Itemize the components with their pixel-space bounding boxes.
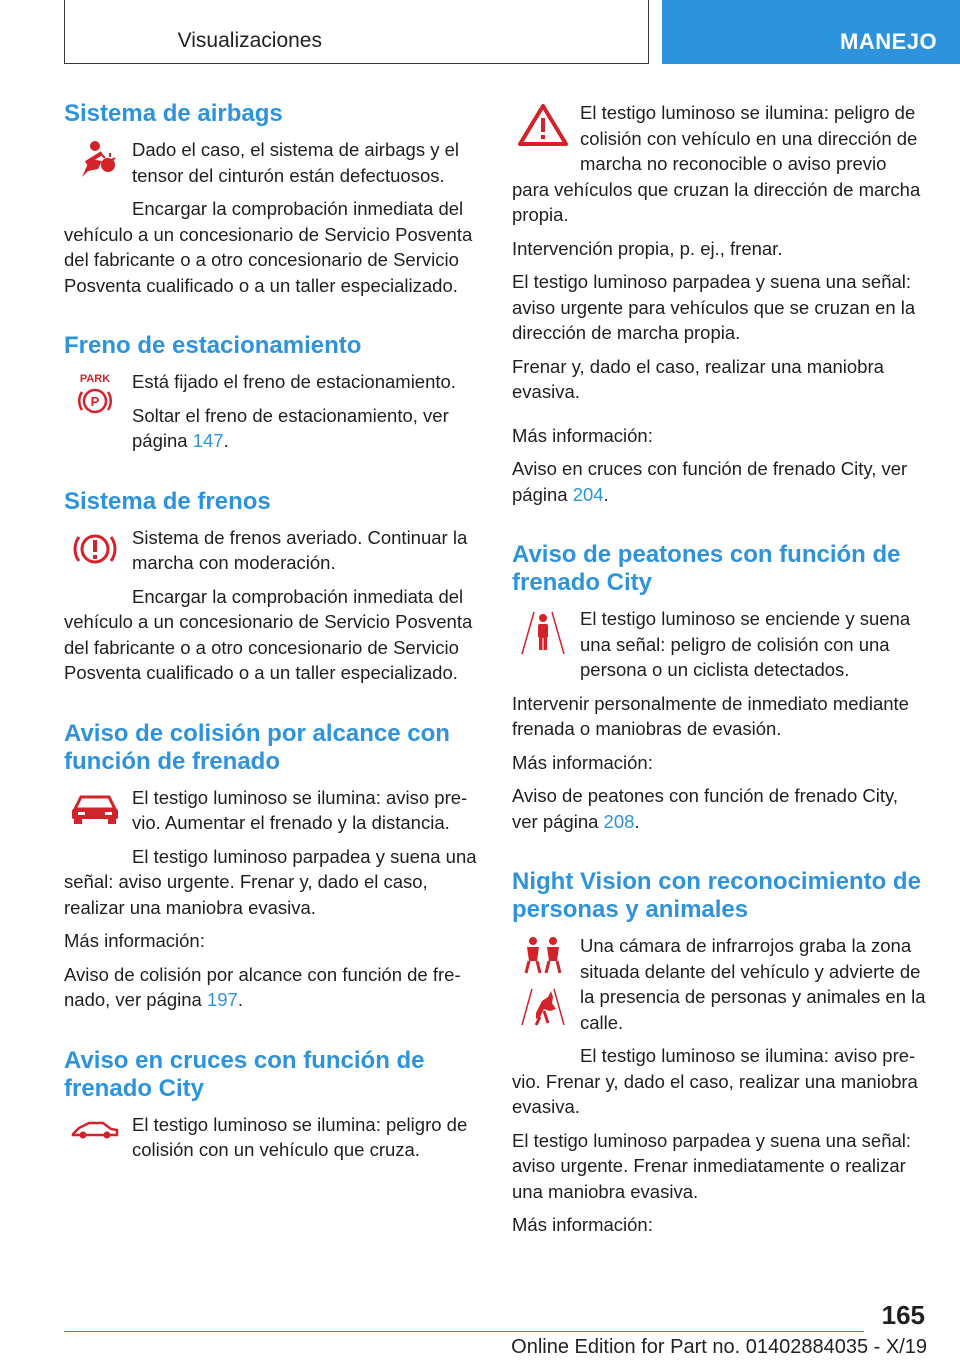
paragraph: Está fijado el freno de estacionamiento. bbox=[132, 371, 456, 392]
two-persons-icon bbox=[518, 935, 568, 975]
section-title: Sistema de frenos bbox=[64, 487, 271, 515]
footer-edition: Online Edition for Part no. 01402884035 - X/19 bbox=[511, 1336, 927, 1358]
section-crossing-warning bbox=[64, 1047, 478, 1178]
page-link[interactable]: 147 bbox=[192, 430, 224, 451]
paragraph: El testigo luminoso parpadea y suena una señal: aviso urgente para vehículos que se cruzan en la dirección de marcha propia. bbox=[512, 271, 916, 343]
paragraph: Una cámara de infrarrojos graba la zona situada delante del vehículo y advierte de la presencia de personas y animales en la calle. bbox=[580, 935, 926, 1033]
paragraph: El testigo luminoso se ilumina: aviso previo. Frenar y, dado el caso, realizar una maniobra evasiva. bbox=[512, 1045, 918, 1117]
section-title: Aviso de peatones con función de frenado City bbox=[512, 541, 901, 596]
paragraph: El testigo luminoso se ilumina: peligro de colisión con vehículo en una dirección de marcha no reconocible o aviso previo para vehículos que cruzan la dirección de marcha propia. bbox=[512, 102, 921, 225]
car-front-collision-icon bbox=[64, 787, 126, 847]
parking-brake-icon bbox=[64, 371, 126, 431]
section-crossing-warning-continued bbox=[512, 100, 926, 515]
paragraph: Dado el caso, el sistema de airbags y el tensor del cinturón están defectuosos. bbox=[132, 139, 460, 186]
paragraph: Intervenir personalmente de inmediato mediante frenada o maniobras de evasión. bbox=[512, 692, 909, 739]
section-pedestrian-warning bbox=[512, 541, 926, 842]
deer-icon bbox=[518, 987, 568, 1027]
header-frame bbox=[64, 0, 649, 64]
section-airbags bbox=[64, 100, 478, 306]
section-night-vision bbox=[512, 868, 926, 1246]
section-title: Aviso en cruces con función de frenado City bbox=[64, 1046, 425, 1102]
paragraph: Soltar el freno de estacionamiento, ver página 147. bbox=[132, 404, 449, 451]
paragraph: El testigo luminoso se ilumina: peligro de colisión con un vehículo que cruza. bbox=[132, 1113, 468, 1160]
paragraph: Más información: bbox=[512, 751, 653, 773]
paragraph: Aviso de colisión por alcance con función de frenado, ver página 197. bbox=[64, 963, 461, 1010]
page-number: 165 bbox=[881, 1300, 925, 1330]
section-brake-system bbox=[64, 488, 478, 694]
paragraph: Aviso de peatones con función de frenado City, ver página 208. bbox=[512, 785, 899, 832]
paragraph: Intervención propia, p. ej., frenar. bbox=[512, 237, 783, 259]
paragraph: Encargar la comprobación inmediata del vehículo a un concesionario de Servicio Posventa del fabricante o a otro concesionario de Servicio Posventa cualificado o a un taller especializado. bbox=[64, 198, 473, 296]
header-section-title: Visualizaciones bbox=[177, 29, 322, 52]
brake-system-icon bbox=[64, 527, 126, 587]
warning-triangle-icon bbox=[512, 102, 574, 162]
right-column bbox=[512, 100, 926, 1272]
paragraph: Sistema de frenos averiado. Continuar la marcha con moderación. bbox=[132, 526, 468, 573]
airbag-warning-icon bbox=[64, 139, 126, 199]
paragraph: El testigo luminoso se enciende y suena una señal: peligro de colisión con una persona o un ciclista detectados. bbox=[580, 608, 911, 680]
paragraph: El testigo luminoso parpadea y suena una señal: aviso urgente. Frenar inmediatamente o realizar una maniobra evasiva. bbox=[512, 1129, 912, 1202]
paragraph: Frenar y, dado el caso, realizar una maniobra evasiva. bbox=[512, 355, 884, 402]
svg-text:P: P bbox=[90, 394, 100, 409]
section-rear-collision bbox=[64, 720, 478, 1021]
page-link[interactable]: 197 bbox=[206, 989, 238, 1010]
paragraph: Más información: bbox=[512, 1214, 653, 1235]
paragraph: Aviso en cruces con función de frenado City, ver página 204. bbox=[512, 458, 908, 505]
page-link[interactable]: 204 bbox=[572, 483, 604, 505]
paragraph: Más información: bbox=[512, 424, 653, 446]
section-title: Freno de estacionamiento bbox=[64, 332, 362, 359]
pedestrian-icon bbox=[512, 608, 574, 668]
park-label: PARK bbox=[79, 373, 111, 385]
paragraph: El testigo luminoso parpadea y suena una señal: aviso urgente. Frenar y, dado el caso, realizar una maniobra evasiva. bbox=[64, 845, 477, 918]
car-side-icon bbox=[64, 1114, 126, 1174]
section-parking-brake bbox=[64, 332, 478, 462]
paragraph: Encargar la comprobación inmediata del vehículo a un concesionario de Servicio Posventa del fabricante o a otro concesionario de Servicio Posventa cualificado o a un taller especializado. bbox=[64, 585, 473, 683]
night-vision-icons bbox=[512, 935, 574, 1045]
footer-divider bbox=[64, 1331, 864, 1332]
paragraph: El testigo luminoso se ilumina: aviso previo. Aumentar el frenado y la distancia. bbox=[132, 786, 468, 833]
section-title: Sistema de airbags bbox=[64, 100, 283, 127]
paragraph: Más información: bbox=[64, 930, 205, 951]
page-link[interactable]: 208 bbox=[603, 810, 635, 832]
section-title: Aviso de colisión por alcance con función de frenado bbox=[64, 719, 450, 775]
left-column bbox=[64, 100, 478, 1204]
header-chapter-tab[interactable]: MANEJO bbox=[662, 0, 960, 64]
section-title: Night Vision con reconocimiento de personas y animales bbox=[512, 868, 921, 923]
